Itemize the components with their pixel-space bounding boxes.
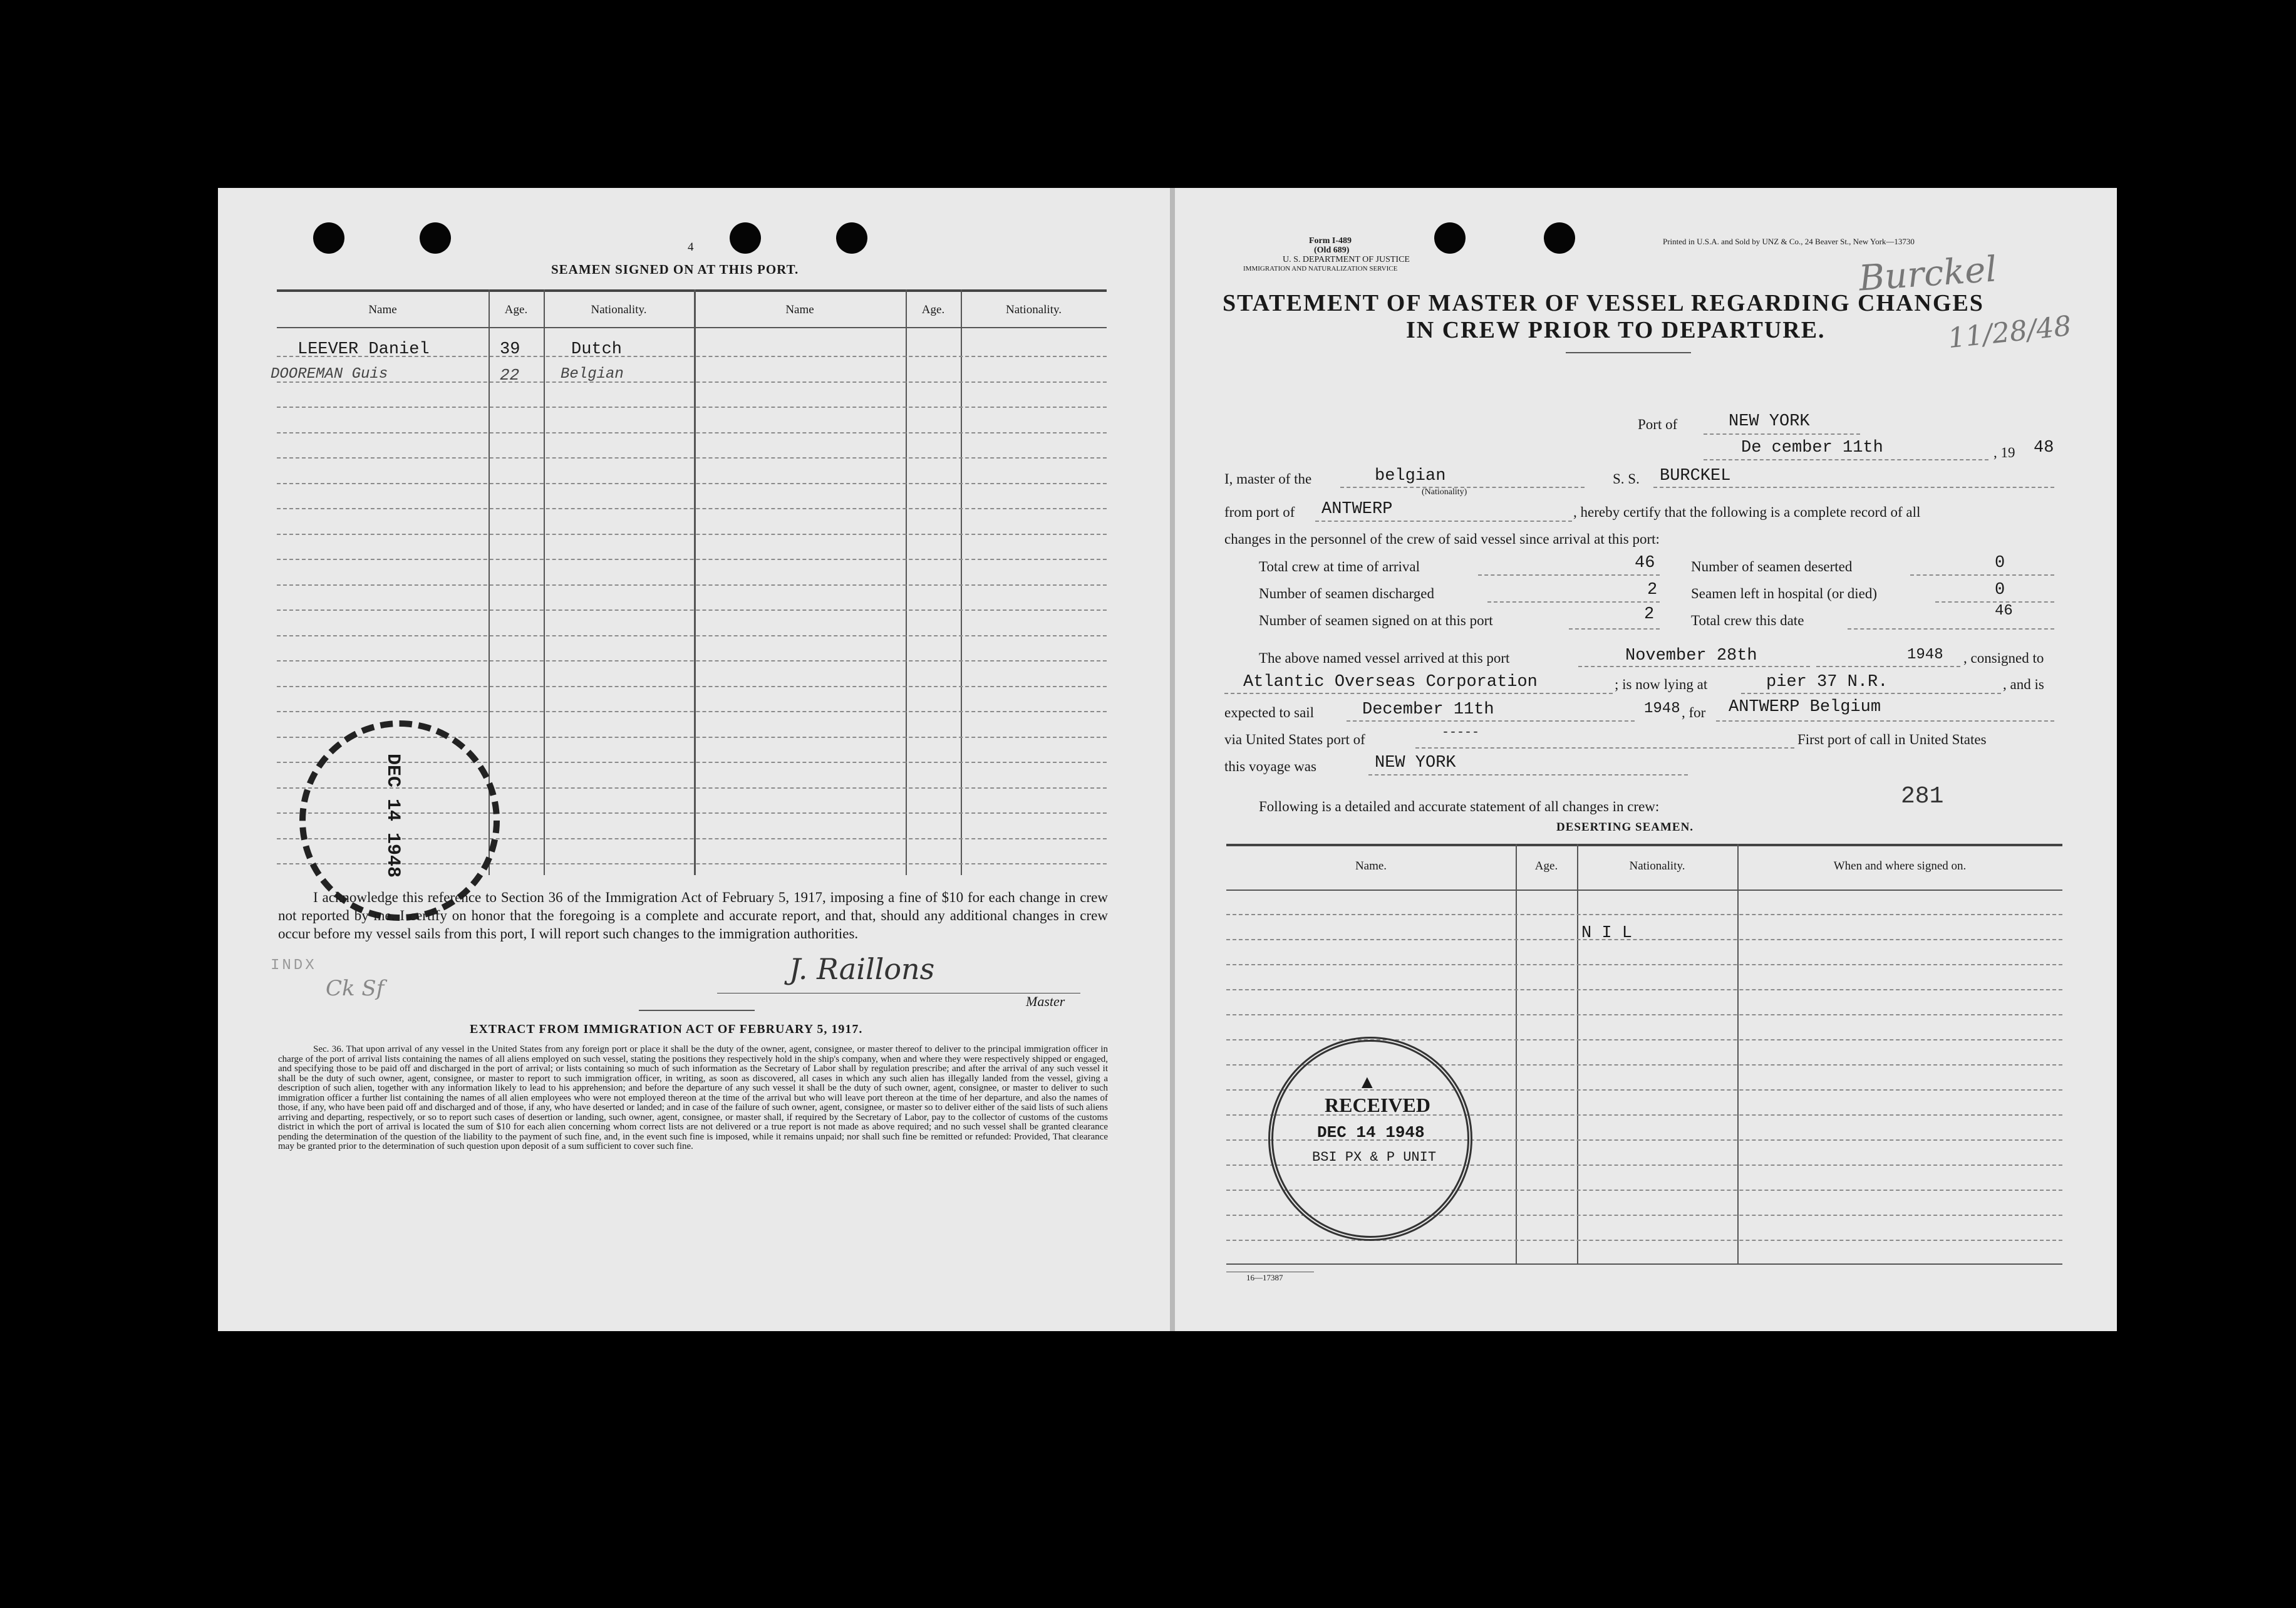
punch-hole xyxy=(836,222,867,254)
arrived-year-dots xyxy=(1816,666,1960,667)
arrived-dots xyxy=(1578,666,1810,667)
footer-code: 16—17387 xyxy=(1246,1273,1283,1282)
handwritten-ship-name: Burckel xyxy=(1858,249,1999,299)
from-port-value: ANTWERP xyxy=(1321,500,1393,519)
punch-hole xyxy=(1434,222,1466,254)
file-number: 281 xyxy=(1901,783,1944,810)
left-title: SEAMEN SIGNED ON AT THIS PORT. xyxy=(551,262,799,277)
ruled-line xyxy=(1226,964,2062,965)
nil-value: N I L xyxy=(1581,924,1633,943)
stat-dots xyxy=(1478,574,1660,576)
port-dots xyxy=(1704,433,1860,435)
handwritten-note: Ck Sf xyxy=(326,976,385,1001)
signature-role: Master xyxy=(1026,993,1065,1009)
ship-value: BURCKEL xyxy=(1660,467,1731,485)
ruled-line xyxy=(1226,914,2062,915)
master-signature: J. Raillons xyxy=(789,952,935,986)
arrived-year: 1948 xyxy=(1907,646,1943,663)
total-arrival-label: Total crew at time of arrival xyxy=(1259,559,1420,574)
row-1-age: 39 xyxy=(500,340,520,359)
ruled-line xyxy=(277,635,1107,636)
certify-text: , hereby certify that the following is a complete record of all xyxy=(1573,504,1921,520)
expected-text: expected to sail xyxy=(1224,705,1315,720)
table-top-rule xyxy=(277,289,1107,292)
extract-title: EXTRACT FROM IMMIGRATION ACT OF FEBRUARY 5, 1917. xyxy=(470,1022,863,1036)
des-col-divider xyxy=(1516,844,1517,1263)
ruled-line xyxy=(277,584,1107,586)
des-col-age: Age. xyxy=(1534,859,1558,873)
form-number: Form I-489 xyxy=(1309,236,1352,246)
deserted-label: Number of seamen deserted xyxy=(1691,559,1853,574)
ruled-line xyxy=(277,407,1107,408)
year-prefix: , 19 xyxy=(1993,445,2015,460)
via-dots xyxy=(1415,747,1794,749)
deserted-value: 0 xyxy=(1995,554,2005,573)
from-port-label: from port of xyxy=(1224,504,1295,520)
hospital-label: Seamen left in hospital (or died) xyxy=(1691,586,1878,601)
ruled-line xyxy=(1226,989,2062,990)
deserting-top-rule xyxy=(1226,844,2062,846)
total-arrival-value: 46 xyxy=(1635,554,1655,573)
first-call-value: NEW YORK xyxy=(1375,754,1456,772)
ruled-line xyxy=(277,457,1107,459)
changes-text: changes in the personnel of the crew of said vessel since arrival at this port: xyxy=(1224,531,1660,547)
punch-hole xyxy=(420,222,451,254)
service: IMMIGRATION AND NATURALIZATION SERVICE xyxy=(1243,265,1398,272)
ruled-line xyxy=(277,483,1107,484)
row-2-age: 22 xyxy=(500,366,520,385)
ship-dots xyxy=(1653,487,2054,488)
sail-dots xyxy=(1347,720,1635,722)
form-title-line2: IN CREW PRIOR TO DEPARTURE. xyxy=(1406,317,1826,343)
date-dots xyxy=(1704,459,1988,460)
following-text: Following is a detailed and accurate statement of all changes in crew: xyxy=(1259,799,1660,814)
voyage-text: this voyage was xyxy=(1224,759,1316,774)
ruled-line xyxy=(277,660,1107,661)
master-of-label: I, master of the xyxy=(1224,471,1312,487)
consignee-dots xyxy=(1224,693,1613,694)
acknowledgement: I acknowledge this reference to Section 36 of the Immigration Act of February 5, 1917, imposing a fine of $10 for each change in crew not reported by me. I certify on honor that the foregoing is a complete and accurate report, and that, should any additional changes in crew occur before my vessel sails from this port, I will report such changes to the immigration authorities. xyxy=(278,890,1108,941)
arrived-text: The above named vessel arrived at this port xyxy=(1259,650,1510,666)
via-port: ----- xyxy=(1442,725,1480,740)
ruled-line xyxy=(1226,939,2062,940)
ruled-line xyxy=(277,559,1107,560)
discharged-label: Number of seamen discharged xyxy=(1259,586,1434,601)
row-1-name: LEEVER Daniel xyxy=(297,340,430,359)
stamp-unit: BSI PX & P UNIT xyxy=(1312,1149,1437,1165)
stamp-arrow-icon: ▲ xyxy=(1358,1072,1377,1092)
consignee-value: Atlantic Overseas Corporation xyxy=(1243,673,1538,692)
des-col-signed-on: When and where signed on. xyxy=(1833,859,1967,873)
destination-value: ANTWERP Belgium xyxy=(1729,698,1881,717)
pier-dots xyxy=(1741,693,2001,694)
col-age-2: Age. xyxy=(921,303,945,316)
des-col-name: Name. xyxy=(1355,859,1387,873)
stamp-received: RECEIVED xyxy=(1325,1094,1430,1116)
col-age-1: Age. xyxy=(504,303,528,316)
printer-note: Printed in U.S.A. and Sold by UNZ & Co., 24 Beaver St., New York—13730 xyxy=(1663,237,1915,246)
port-value: NEW YORK xyxy=(1729,412,1810,431)
arrived-date: November 28th xyxy=(1625,646,1757,665)
discharged-value: 2 xyxy=(1647,581,1658,599)
ruled-line xyxy=(277,432,1107,433)
via-text: via United States port of xyxy=(1224,732,1365,747)
pier-value: pier 37 N.R. xyxy=(1766,673,1888,692)
page-spine xyxy=(1170,188,1175,1331)
left-stamp-date: DEC 14 1948 xyxy=(382,753,404,878)
nationality-value: belgian xyxy=(1375,467,1446,485)
deserting-title: DESERTING SEAMEN. xyxy=(1556,821,1694,834)
total-date-value: 46 xyxy=(1995,603,2013,620)
stat-dots xyxy=(1910,574,2054,576)
ss-label: S. S. xyxy=(1613,471,1640,487)
stat-dots xyxy=(1848,628,2054,630)
punch-hole xyxy=(1544,222,1575,254)
signed-on-label: Number of seamen signed on at this port xyxy=(1259,613,1493,628)
consigned-text: , consigned to xyxy=(1963,650,2044,666)
from-port-dots xyxy=(1315,521,1572,522)
handwritten-date: 11/28/48 xyxy=(1946,309,2073,355)
col-name-2: Name xyxy=(785,303,814,316)
destination-dots xyxy=(1716,720,2054,722)
punch-hole xyxy=(730,222,761,254)
total-date-label: Total crew this date xyxy=(1691,613,1804,628)
ruled-line xyxy=(277,609,1107,611)
lying-text: ; is now lying at xyxy=(1615,677,1708,692)
form-old: (Old 689) xyxy=(1314,246,1350,255)
col-nationality-1: Nationality. xyxy=(591,303,647,316)
ruled-line xyxy=(277,381,1107,383)
sail-date: December 11th xyxy=(1362,700,1494,719)
for-text: , for xyxy=(1682,705,1706,720)
deserting-header-rule xyxy=(1226,890,2062,891)
hospital-value: 0 xyxy=(1995,581,2005,599)
ruled-line xyxy=(277,686,1107,687)
des-col-divider xyxy=(1737,844,1739,1263)
row-2-name: DOOREMAN Guis xyxy=(271,366,388,383)
ruled-line xyxy=(277,711,1107,712)
nationality-caption: (Nationality) xyxy=(1422,487,1467,497)
stat-dots xyxy=(1569,628,1660,630)
stat-dots xyxy=(1487,601,1660,603)
title-underline xyxy=(1566,352,1691,353)
date-value: De cember 11th xyxy=(1741,438,1883,457)
and-is-text: , and is xyxy=(2003,677,2044,692)
received-stamp xyxy=(1268,1037,1472,1241)
ruled-line xyxy=(277,534,1107,535)
des-col-divider xyxy=(1577,844,1578,1263)
ruled-line xyxy=(277,508,1107,509)
signed-on-value: 2 xyxy=(1644,605,1655,624)
col-name-1: Name xyxy=(368,303,397,316)
extract-text: Sec. 36. That upon arrival of any vessel in the United States from any foreign port or place it shall be the duty of the owner, agent, consignee, or master thereof to deliver to the principal immigration officer in charge of the port of arrival lists containing the names of all aliens employed on such vessel, stating the positions they respectively hold in the ship's company, when and where they were respectively shipped or engaged, and specifying those to be paid off and discharged in the port of arrival; or lists containing so much of such information as the Secretary of Labor shall by regulation prescribe; and after the arrival of any such vessel it shall be the duty of such owner, agent, consignee, or master to report to such immigration officer, in writing, as soon as discovered, all cases in which any such alien has illegally landed from the vessel, giving a description of such alien, together with any information likely to lead to his apprehension; and before the departure of any such vessel it shall be the duty of such owner, agent, consignee, or master to deliver to such immigration officer a further list containing the names of all alien employees who were not employed thereon at the time of the arrival but who will leave port thereon at the time of her departure, and also the names of those, if any, who have been paid off and discharged and of those, if any, who have deserted or landed; and in case of the failure of such owner, agent, consignee, or master so to deliver either of the said lists of such aliens arriving and departing, respectively, or so to report such cases of desertion or landing, such owner, agent, consignee, or master shall, if required by the Secretary of Labor, pay to the collector of customs of the customs district in which the port of arrival is located the sum of $10 for each alien concerning whom correct lists are not delivered or a true report is not made as above required; and no such vessel shall be granted clearance pending the determination of the question of the liability to the payment of such fine, and, in the event such fine is imposed, while it remains unpaid; nor shall such fine be remitted or refunded: Provided, That clearance may be granted prior to the determination of such question upon deposit of a sum sufficient to cover such fine. xyxy=(278,1044,1108,1151)
year-value: 48 xyxy=(2034,438,2054,457)
sail-year: 1948 xyxy=(1644,700,1680,717)
punch-hole xyxy=(313,222,344,254)
row-1-nationality: Dutch xyxy=(571,340,623,359)
extract-rule xyxy=(639,1010,755,1011)
index-mark: INDX xyxy=(271,957,317,974)
form-title-line1: STATEMENT OF MASTER OF VESSEL REGARDING CHANGES xyxy=(1223,290,1984,316)
des-col-nationality: Nationality. xyxy=(1629,859,1685,873)
col-nationality-2: Nationality. xyxy=(1006,303,1062,316)
table-header-rule xyxy=(277,327,1107,328)
port-label: Port of xyxy=(1638,417,1678,432)
page-number: 4 xyxy=(688,241,694,254)
row-2-nationality: Belgian xyxy=(561,366,624,383)
department: U. S. DEPARTMENT OF JUSTICE xyxy=(1283,255,1410,264)
ruled-line xyxy=(1226,1240,2062,1241)
voyage-dots xyxy=(1368,774,1688,775)
ruled-line xyxy=(1226,1014,2062,1015)
first-call-text: First port of call in United States xyxy=(1797,732,1987,747)
stamp-date: DEC 14 1948 xyxy=(1317,1123,1425,1142)
deserting-bottom-rule xyxy=(1226,1263,2062,1265)
